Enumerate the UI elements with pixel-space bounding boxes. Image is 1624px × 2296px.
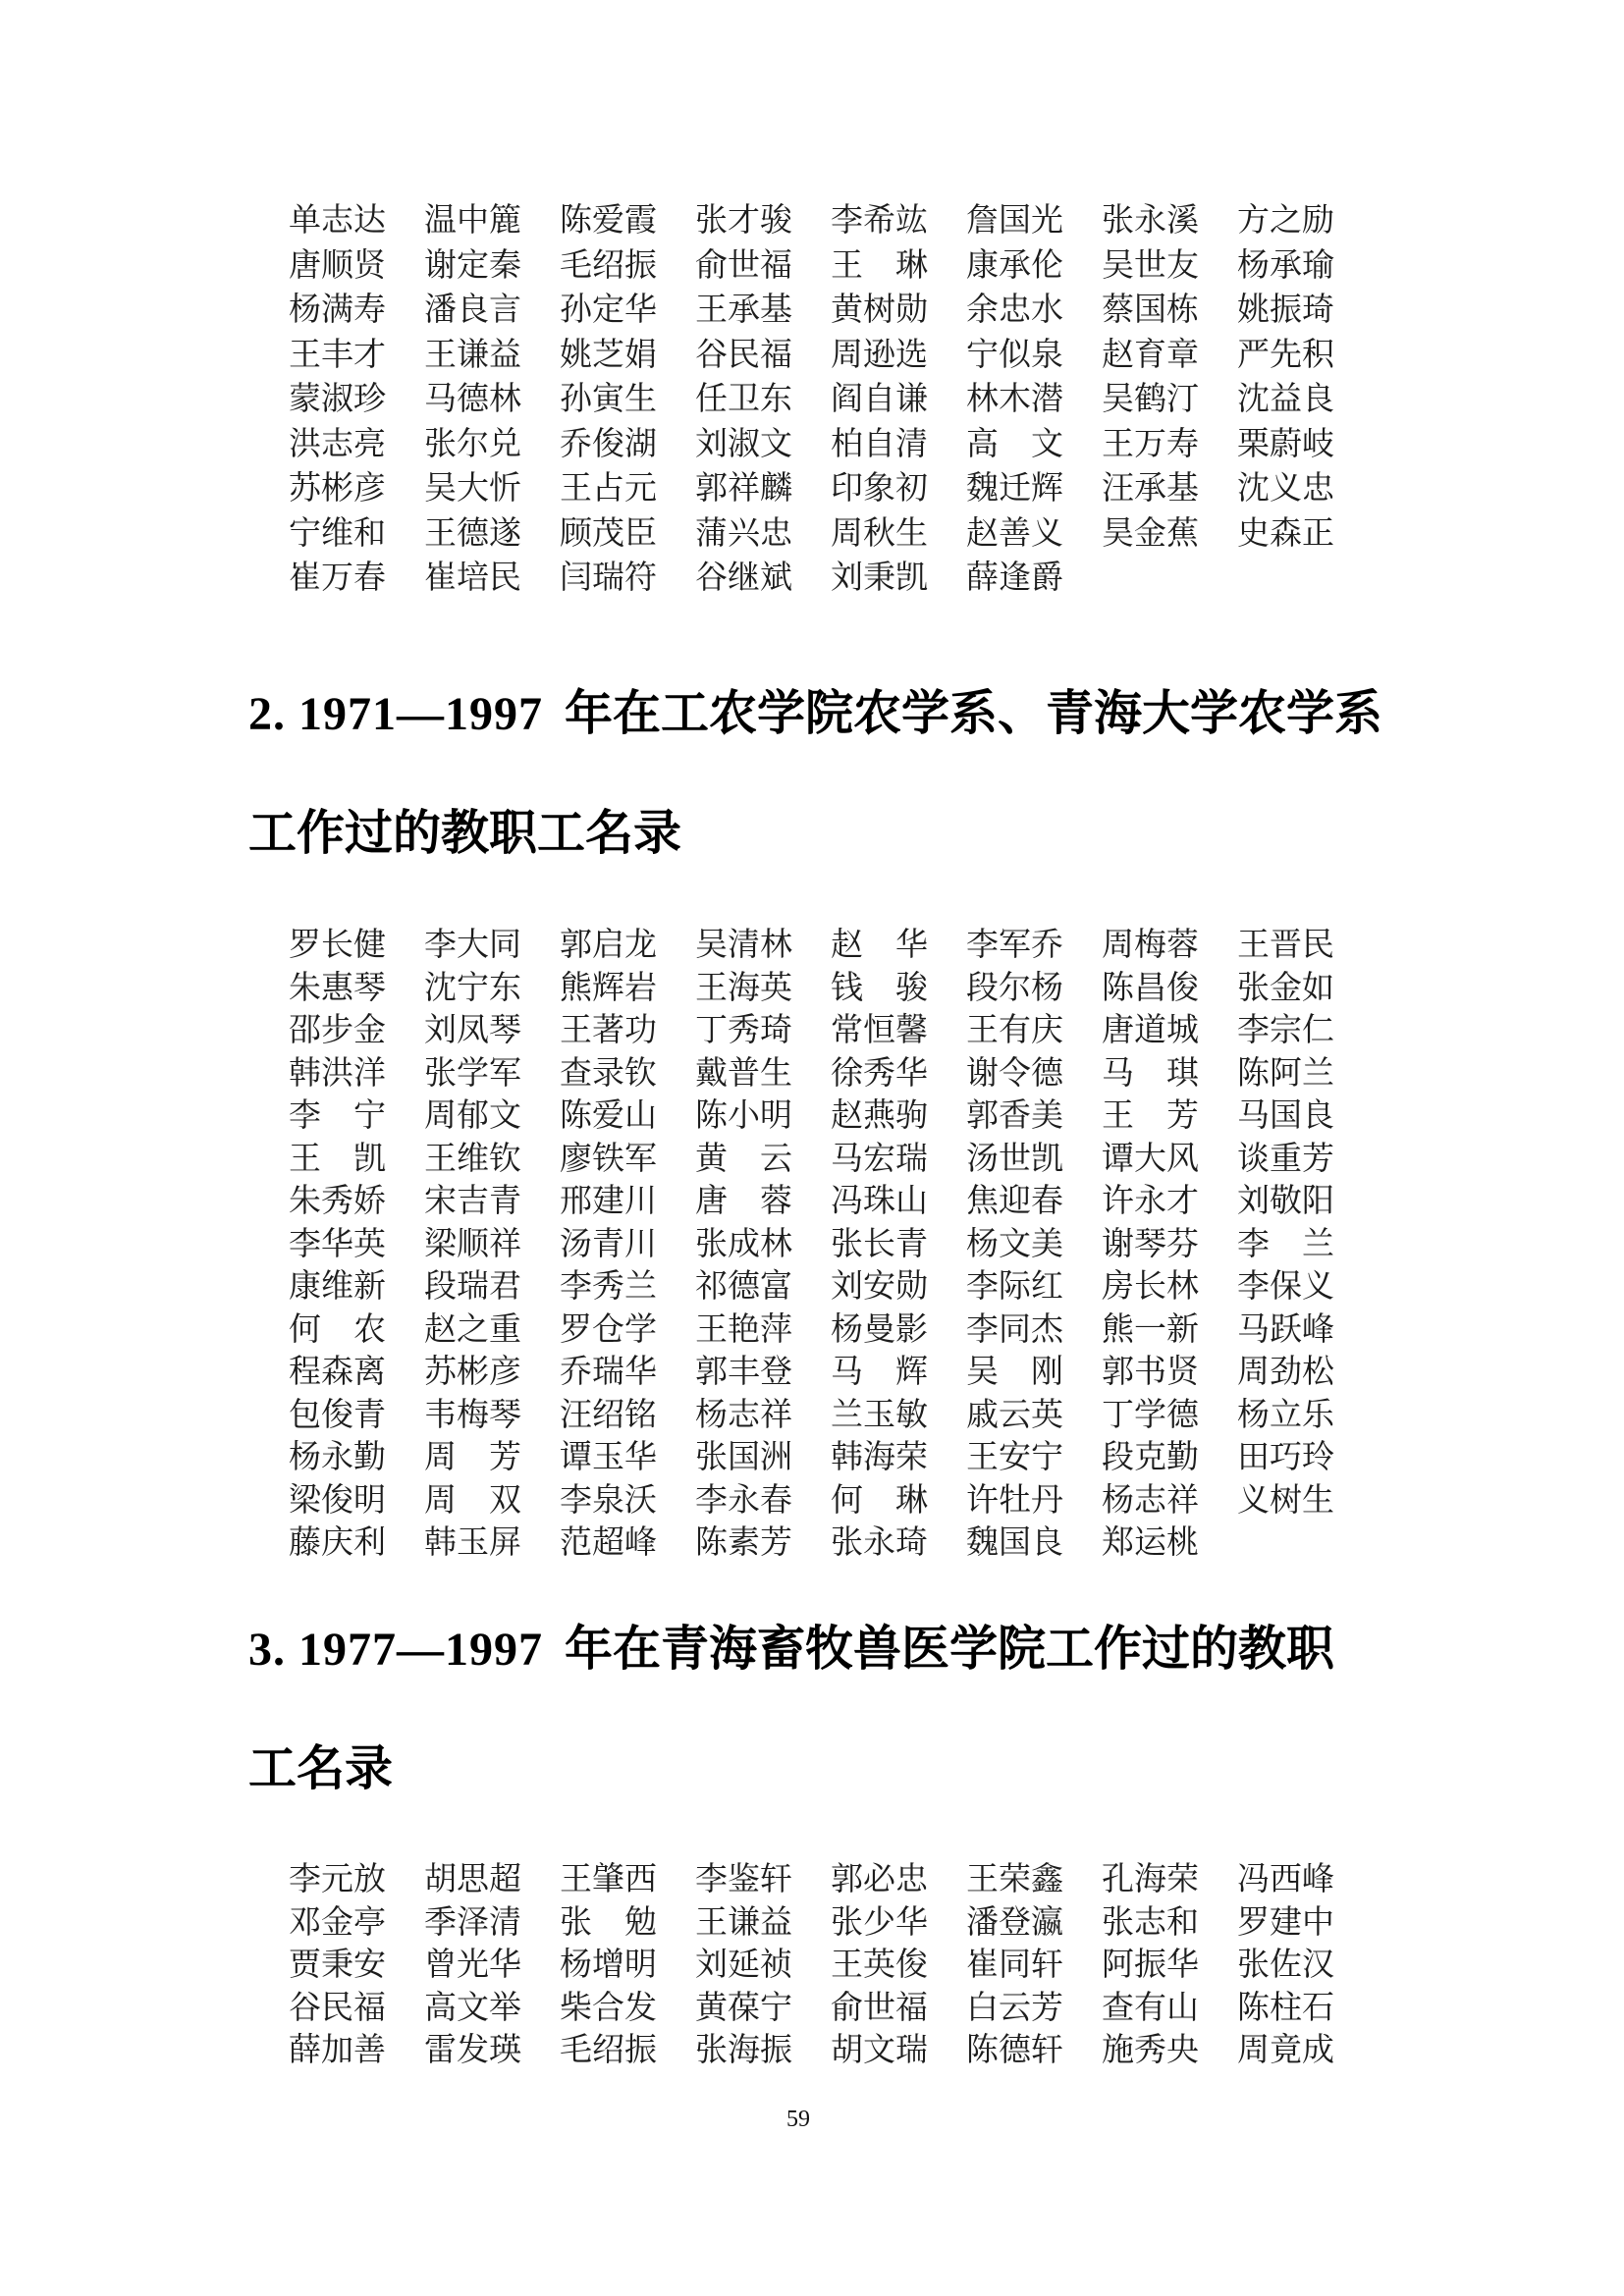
section-3-title-part-1: 年在青海畜牧兽医学院工作过的教职 (565, 1623, 1335, 1676)
person-name: 印象初 (831, 471, 928, 507)
name-list-section-2 (289, 919, 1373, 1560)
person-name: 王占元 (560, 471, 657, 507)
person-name: 何 琳 (831, 1482, 928, 1519)
person-name: 余忠水 (966, 293, 1063, 328)
name-list-section-1 (289, 194, 1373, 597)
name-list-row (289, 1047, 1373, 1091)
person-name: 刘凤琴 (424, 1013, 521, 1048)
person-name: 温中簏 (424, 203, 521, 239)
person-name: 李希竑 (831, 203, 928, 239)
person-name: 杨曼影 (831, 1311, 928, 1348)
person-name: 孙寅生 (560, 382, 657, 417)
person-name: 杨永勤 (289, 1440, 386, 1475)
person-name: 陈小明 (695, 1098, 792, 1134)
person-name: 陈爱山 (560, 1098, 657, 1134)
person-name: 周逊选 (831, 337, 928, 373)
person-name: 高文举 (424, 1990, 521, 2026)
name-list-row (289, 194, 1373, 240)
person-name: 宁维和 (289, 515, 386, 552)
name-list-row (289, 1896, 1373, 1940)
person-name: 朱秀娇 (289, 1184, 386, 1219)
person-name: 张长青 (831, 1226, 928, 1262)
page-number: 59 (786, 2107, 810, 2132)
person-name: 焦迎春 (966, 1184, 1063, 1219)
person-name: 义树生 (1237, 1482, 1334, 1519)
name-list-row (289, 1304, 1373, 1347)
person-name: 马 琪 (1102, 1055, 1199, 1092)
person-name: 张金如 (1237, 970, 1334, 1006)
person-name: 崔同轩 (966, 1948, 1063, 1983)
person-name: 张志和 (1102, 1904, 1199, 1941)
name-list-row (289, 1260, 1373, 1304)
person-name: 罗仓学 (560, 1311, 657, 1348)
person-name: 薛逢爵 (966, 561, 1063, 596)
person-name: 段瑞君 (424, 1269, 521, 1305)
person-name: 范超峰 (560, 1525, 657, 1561)
person-name: 孔海荣 (1102, 1862, 1199, 1897)
person-name: 韩洪洋 (289, 1055, 386, 1092)
person-name: 苏彬彦 (424, 1355, 521, 1390)
person-name: 张尔兑 (424, 426, 521, 462)
person-name: 赵善义 (966, 515, 1063, 552)
person-name: 陈阿兰 (1237, 1055, 1334, 1092)
person-name: 柏自清 (831, 426, 928, 462)
person-name: 谷民福 (695, 337, 792, 373)
person-name: 赵 华 (831, 928, 928, 963)
person-name: 沈义忠 (1237, 471, 1334, 507)
person-name: 俞世福 (695, 247, 792, 284)
person-name: 王 凯 (289, 1141, 386, 1177)
person-name: 乔瑞华 (560, 1355, 657, 1390)
person-name: 魏迁辉 (966, 471, 1063, 507)
person-name: 陈德轩 (966, 2033, 1063, 2068)
person-name: 张学军 (424, 1055, 521, 1092)
person-name: 王德遂 (424, 515, 521, 552)
section-2-title-part-2: 工作过的教职工名录 (248, 807, 682, 860)
person-name: 苏彬彦 (289, 471, 386, 507)
person-name: 林木潜 (966, 382, 1063, 417)
person-name: 冯西峰 (1237, 1862, 1334, 1897)
person-name: 周竟成 (1237, 2033, 1334, 2068)
person-name: 陈柱石 (1237, 1990, 1334, 2026)
person-name: 吴 刚 (966, 1355, 1063, 1390)
person-name: 刘淑文 (695, 426, 792, 462)
person-name: 张佐汉 (1237, 1948, 1334, 1983)
person-name: 黄葆宁 (695, 1990, 792, 2026)
person-name: 段尔杨 (966, 970, 1063, 1006)
person-name: 周梅蓉 (1102, 928, 1199, 963)
person-name: 郭香美 (966, 1098, 1063, 1134)
person-name: 崔万春 (289, 561, 386, 596)
name-list-row (289, 373, 1373, 418)
name-list-row (289, 962, 1373, 1005)
person-name: 吴鹤汀 (1102, 382, 1199, 417)
section-3-number: 3. 1977—1997 (248, 1624, 543, 1676)
person-name: 唐 蓉 (695, 1184, 792, 1219)
person-name: 常恒馨 (831, 1013, 928, 1048)
person-name: 严先积 (1237, 337, 1334, 373)
person-name: 汪承基 (1102, 471, 1199, 507)
name-list-row (289, 1004, 1373, 1047)
person-name: 刘秉凯 (831, 561, 928, 596)
person-name: 陈爱霞 (560, 203, 657, 239)
person-name: 沈益良 (1237, 382, 1334, 417)
person-name: 兰玉敏 (831, 1397, 928, 1433)
person-name: 马跃峰 (1237, 1311, 1334, 1348)
person-name: 谢定秦 (424, 247, 521, 284)
person-name: 李大同 (424, 928, 521, 963)
person-name: 钱 骏 (831, 970, 928, 1006)
person-name: 李同杰 (966, 1311, 1063, 1348)
person-name: 王安宁 (966, 1440, 1063, 1475)
name-list-row (289, 284, 1373, 329)
person-name: 冯珠山 (831, 1184, 928, 1219)
person-name: 戚云英 (966, 1397, 1063, 1433)
person-name: 洪志亮 (289, 426, 386, 462)
name-list-row (289, 418, 1373, 463)
person-name: 谷继斌 (695, 561, 792, 596)
person-name: 查有山 (1102, 1990, 1199, 2026)
person-name: 周劲松 (1237, 1355, 1334, 1390)
person-name: 邵步金 (289, 1013, 386, 1048)
person-name: 姚振琦 (1237, 293, 1334, 328)
person-name: 王丰才 (289, 337, 386, 373)
person-name: 汪绍铭 (560, 1397, 657, 1433)
person-name: 谭玉华 (560, 1440, 657, 1475)
person-name: 徐秀华 (831, 1055, 928, 1092)
person-name: 梁顺祥 (424, 1226, 521, 1262)
person-name: 孙定华 (560, 293, 657, 328)
person-name: 杨承瑜 (1237, 247, 1334, 284)
person-name: 王 琳 (831, 247, 928, 284)
person-name: 王海英 (695, 970, 792, 1006)
person-name: 王有庆 (966, 1013, 1063, 1048)
person-name: 罗长健 (289, 928, 386, 963)
person-name: 潘登瀛 (966, 1904, 1063, 1941)
person-name: 周 双 (424, 1482, 521, 1519)
person-name: 杨增明 (560, 1948, 657, 1983)
name-list-row (289, 240, 1373, 285)
person-name: 王承基 (695, 293, 792, 328)
person-name: 王荣鑫 (966, 1862, 1063, 1897)
name-list-row (289, 1389, 1373, 1432)
name-list-row (289, 1133, 1373, 1176)
name-list-row (289, 507, 1373, 553)
person-name: 杨志祥 (695, 1397, 792, 1433)
person-name: 张国洲 (695, 1440, 792, 1475)
person-name: 阎自谦 (831, 382, 928, 417)
name-list-row (289, 1853, 1373, 1896)
person-name: 白云芳 (966, 1990, 1063, 2026)
person-name: 王谦益 (424, 337, 521, 373)
person-name: 昊金蕉 (1102, 515, 1199, 552)
person-name: 李元放 (289, 1862, 386, 1897)
person-name: 史森正 (1237, 515, 1334, 552)
person-name: 郭必忠 (831, 1862, 928, 1897)
person-name: 刘敬阳 (1237, 1184, 1334, 1219)
person-name: 胡思超 (424, 1862, 521, 1897)
person-name: 程森离 (289, 1355, 386, 1390)
person-name: 周秋生 (831, 515, 928, 552)
person-name: 谢琴芬 (1102, 1226, 1199, 1262)
name-list-row (289, 1346, 1373, 1389)
person-name: 梁俊明 (289, 1482, 386, 1519)
person-name: 崔培民 (424, 561, 521, 596)
name-list-row (289, 1982, 1373, 2025)
person-name: 贾秉安 (289, 1948, 386, 1983)
name-list-row (289, 462, 1373, 507)
person-name: 刘延祯 (695, 1948, 792, 1983)
person-name: 吴世友 (1102, 247, 1199, 284)
person-name: 熊辉岩 (560, 970, 657, 1006)
person-name: 马宏瑞 (831, 1141, 928, 1177)
person-name: 廖铁军 (560, 1141, 657, 1177)
person-name: 杨满寿 (289, 293, 386, 328)
person-name: 谭大风 (1102, 1141, 1199, 1177)
person-name: 藤庆利 (289, 1525, 386, 1561)
person-name: 杨立乐 (1237, 1397, 1334, 1433)
person-name: 李保义 (1237, 1269, 1334, 1305)
person-name: 栗蔚岐 (1237, 426, 1334, 462)
person-name: 邓金亭 (289, 1904, 386, 1941)
person-name: 房长林 (1102, 1269, 1199, 1305)
person-name: 高 文 (966, 426, 1063, 462)
person-name: 阿振华 (1102, 1948, 1199, 1983)
person-name: 丁学德 (1102, 1397, 1199, 1433)
person-name: 毛绍振 (560, 247, 657, 284)
person-name: 杨志祥 (1102, 1482, 1199, 1519)
person-name: 朱惠琴 (289, 970, 386, 1006)
person-name: 李 兰 (1237, 1226, 1334, 1262)
person-name: 韩海荣 (831, 1440, 928, 1475)
person-name: 张海振 (695, 2033, 792, 2068)
person-name: 祁德富 (695, 1269, 792, 1305)
name-list-row (289, 1517, 1373, 1560)
person-name: 康承伦 (966, 247, 1063, 284)
person-name: 吴清林 (695, 928, 792, 963)
person-name: 姚芝娟 (560, 337, 657, 373)
name-list-row (289, 2024, 1373, 2067)
person-name: 王英俊 (831, 1948, 928, 1983)
person-name: 俞世福 (831, 1990, 928, 2026)
person-name: 唐顺贤 (289, 247, 386, 284)
person-name: 郭祥麟 (695, 471, 792, 507)
person-name: 李泉沃 (560, 1482, 657, 1519)
person-name: 蒙淑珍 (289, 382, 386, 417)
person-name: 陈昌俊 (1102, 970, 1199, 1006)
person-name: 赵燕驹 (831, 1098, 928, 1134)
person-name: 马国良 (1237, 1098, 1334, 1134)
person-name: 邢建川 (560, 1184, 657, 1219)
person-name: 吴大忻 (424, 471, 521, 507)
person-name: 李鉴轩 (695, 1862, 792, 1897)
person-name: 季泽清 (424, 1904, 521, 1941)
person-name: 汤世凯 (966, 1141, 1063, 1177)
section-2-title-part-1: 年在工农学院农学系、青海大学农学系 (565, 687, 1383, 740)
person-name: 熊一新 (1102, 1311, 1199, 1348)
person-name: 魏国良 (966, 1525, 1063, 1561)
person-name: 周郁文 (424, 1098, 521, 1134)
person-name: 杨文美 (966, 1226, 1063, 1262)
name-list-section-3 (289, 1853, 1373, 2067)
person-name: 王谦益 (695, 1904, 792, 1941)
section-2-heading (248, 687, 1427, 860)
person-name: 张成林 (695, 1226, 792, 1262)
person-name: 查录钦 (560, 1055, 657, 1092)
person-name: 唐道城 (1102, 1013, 1199, 1048)
person-name: 李华英 (289, 1226, 386, 1262)
person-name: 王维钦 (424, 1141, 521, 1177)
person-name: 许永才 (1102, 1184, 1199, 1219)
person-name: 康维新 (289, 1269, 386, 1305)
person-name: 王万寿 (1102, 426, 1199, 462)
person-name: 詹国光 (966, 203, 1063, 239)
person-name: 何 农 (289, 1311, 386, 1348)
person-name: 丁秀琦 (695, 1013, 792, 1048)
person-name: 赵之重 (424, 1311, 521, 1348)
person-name: 赵育章 (1102, 337, 1199, 373)
person-name: 马 辉 (831, 1355, 928, 1390)
person-name: 陈素芳 (695, 1525, 792, 1561)
person-name: 包俊青 (289, 1397, 386, 1433)
person-name: 汤青川 (560, 1226, 657, 1262)
person-name: 黄树勋 (831, 293, 928, 328)
section-3-title-part-2: 工名录 (248, 1742, 394, 1795)
name-list-row (289, 1431, 1373, 1474)
section-2-heading-line-1 (248, 687, 1427, 752)
person-name: 罗建中 (1237, 1904, 1334, 1941)
person-name: 王艳萍 (695, 1311, 792, 1348)
person-name: 单志达 (289, 203, 386, 239)
person-name: 张才骏 (695, 203, 792, 239)
person-name: 柴合发 (560, 1990, 657, 2026)
person-name: 谈重芳 (1237, 1141, 1334, 1177)
section-3-heading (248, 1623, 1427, 1795)
person-name: 方之励 (1237, 203, 1334, 239)
person-name: 田巧玲 (1237, 1440, 1334, 1475)
person-name: 谷民福 (289, 1990, 386, 2026)
section-3-heading-line-1 (248, 1623, 1427, 1687)
person-name: 曾光华 (424, 1948, 521, 1983)
person-name: 张永琦 (831, 1525, 928, 1561)
person-name: 雷发瑛 (424, 2033, 521, 2068)
person-name: 戴普生 (695, 1055, 792, 1092)
person-name: 蔡国栋 (1102, 293, 1199, 328)
person-name: 毛绍振 (560, 2033, 657, 2068)
person-name: 马德林 (424, 382, 521, 417)
person-name: 郑运桃 (1102, 1525, 1199, 1561)
name-list-row (289, 552, 1373, 597)
person-name: 李秀兰 (560, 1269, 657, 1305)
person-name: 胡文瑞 (831, 2033, 928, 2068)
person-name: 宁似泉 (966, 337, 1063, 373)
person-name: 薛加善 (289, 2033, 386, 2068)
person-name: 李 宁 (289, 1098, 386, 1134)
person-name: 郭启龙 (560, 928, 657, 963)
person-name: 乔俊湖 (560, 426, 657, 462)
name-list-row (289, 329, 1373, 374)
person-name: 王著功 (560, 1013, 657, 1048)
person-name: 韩玉屏 (424, 1525, 521, 1561)
name-list-row (289, 1175, 1373, 1218)
section-2-number: 2. 1971—1997 (248, 688, 543, 740)
name-list-row (289, 1474, 1373, 1518)
name-list-row (289, 1939, 1373, 1982)
person-name: 王肇西 (560, 1862, 657, 1897)
name-list-row (289, 919, 1373, 962)
person-name: 施秀央 (1102, 2033, 1199, 2068)
person-name: 黄 云 (695, 1141, 792, 1177)
person-name: 段克勤 (1102, 1440, 1199, 1475)
person-name: 李际红 (966, 1269, 1063, 1305)
person-name: 顾茂臣 (560, 515, 657, 552)
person-name: 谢令德 (966, 1055, 1063, 1092)
person-name: 张少华 (831, 1904, 928, 1941)
person-name: 宋吉青 (424, 1184, 521, 1219)
person-name: 潘良言 (424, 293, 521, 328)
person-name: 周 芳 (424, 1440, 521, 1475)
name-list-row (289, 1090, 1373, 1133)
person-name: 李永春 (695, 1482, 792, 1519)
person-name: 沈宁东 (424, 970, 521, 1006)
person-name: 韦梅琴 (424, 1397, 521, 1433)
person-name: 王 芳 (1102, 1098, 1199, 1134)
person-name: 郭书贤 (1102, 1355, 1199, 1390)
person-name: 张永溪 (1102, 203, 1199, 239)
person-name: 蒲兴忠 (695, 515, 792, 552)
person-name: 王晋民 (1237, 928, 1334, 963)
person-name: 李宗仁 (1237, 1013, 1334, 1048)
person-name: 李军乔 (966, 928, 1063, 963)
person-name: 闫瑞符 (560, 561, 657, 596)
person-name: 刘安勋 (831, 1269, 928, 1305)
name-list-row (289, 1218, 1373, 1261)
person-name: 张 勉 (560, 1904, 657, 1941)
person-name: 许牡丹 (966, 1482, 1063, 1519)
person-name: 郭丰登 (695, 1355, 792, 1390)
person-name: 任卫东 (695, 382, 792, 417)
